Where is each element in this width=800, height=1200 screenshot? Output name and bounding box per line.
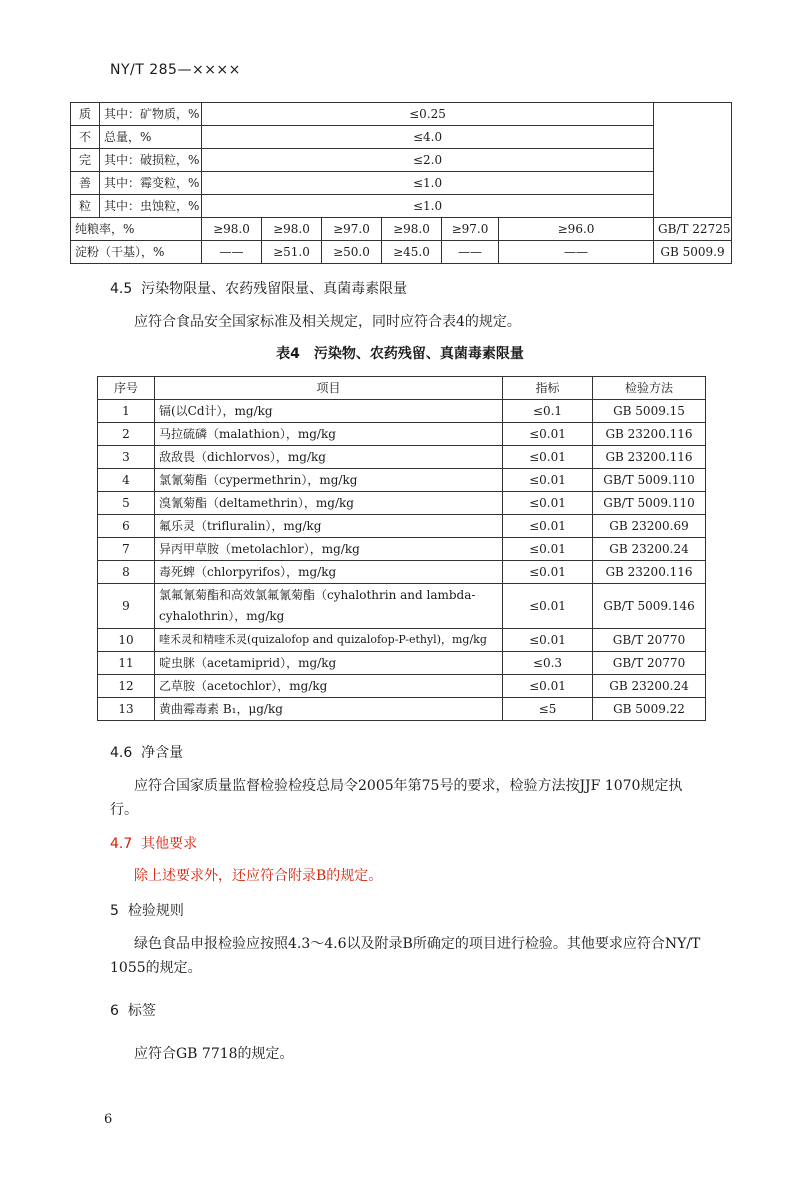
row-number: 4 [98,469,155,492]
table-row [98,584,706,629]
section-title: 检验规则 [127,903,184,919]
method-cell: GB 5009.22 [593,698,706,721]
row-number: 6 [98,515,155,538]
limit-cell: ≤0.01 [503,538,593,561]
item-cell: 纯粮率，% [71,218,202,241]
item-cell: 其中：虫蚀粒，% [100,195,202,218]
item-cell: 氯氟氰菊酯和高效氯氟氰菊酯（cyhalothrin and lambda-cyhalothrin），mg/kg [155,584,503,629]
method-cell: GB 23200.116 [593,561,706,584]
table-header-row [98,377,706,400]
limit-cell: ≤0.01 [503,446,593,469]
table-row [71,241,732,264]
table-row [98,492,706,515]
column-header: 序号 [98,377,155,400]
value-cell: ≤0.25 [202,103,654,126]
section-6-heading [110,1000,156,1020]
table-row [98,561,706,584]
value-cell: ≥98.0 [382,218,442,241]
limit-cell: ≤0.01 [503,492,593,515]
section-4-6-text: 应符合国家质量监督检验检疫总局令2005年第75号的要求，检验方法按JJF 1070规定执行。 [110,778,683,818]
table-row [98,423,706,446]
value-cell: ≥50.0 [322,241,382,264]
table-row [71,126,732,149]
limit-cell: ≤0.3 [503,652,593,675]
section-4-7-heading [110,833,197,853]
method-cell: GB 23200.24 [593,675,706,698]
limit-cell: ≤5 [503,698,593,721]
method-cell: GB 23200.24 [593,538,706,561]
table-row [71,218,732,241]
row-number: 5 [98,492,155,515]
item-cell: 其中：矿物质，% [100,103,202,126]
item-cell: 淀粉（干基），% [71,241,202,264]
row-number: 8 [98,561,155,584]
table-row [98,515,706,538]
section-number: 4.5 [110,281,133,297]
contaminant-limits-table [97,376,706,721]
quality-table [70,102,732,264]
value-cell: ≤2.0 [202,149,654,172]
row-number: 11 [98,652,155,675]
table-row [98,675,706,698]
method-cell: GB 5009.9 [654,241,732,264]
section-5-heading [110,900,184,920]
table-row [98,469,706,492]
limit-cell: ≤0.01 [503,629,593,652]
item-cell: 啶虫脒（acetamiprid），mg/kg [155,652,503,675]
section-number: 4.6 [110,745,133,761]
method-cell: GB/T 5009.110 [593,492,706,515]
value-cell: ≥98.0 [262,218,322,241]
method-cell: GB 23200.116 [593,423,706,446]
value-cell: ≥51.0 [262,241,322,264]
value-cell: ≤1.0 [202,195,654,218]
table-row [98,400,706,423]
section-number: 5 [110,903,119,919]
method-cell: GB/T 22725 [654,218,732,241]
item-cell: 氟乐灵（trifluralin），mg/kg [155,515,503,538]
section-title: 标签 [127,1003,156,1019]
table4-caption: 表4 污染物、农药残留、真菌毒素限量 [276,346,524,362]
table-row [71,103,732,126]
section-4-6-heading [110,742,183,762]
item-cell: 氯氰菊酯（cypermethrin），mg/kg [155,469,503,492]
group-char: 完 [71,149,100,172]
column-header: 检验方法 [593,377,706,400]
item-cell: 毒死蜱（chlorpyrifos），mg/kg [155,561,503,584]
row-number: 7 [98,538,155,561]
column-header: 指标 [503,377,593,400]
method-cell: GB 23200.116 [593,446,706,469]
item-cell: 其中：霉变粒，% [100,172,202,195]
limit-cell: ≤0.01 [503,561,593,584]
table-row [71,195,732,218]
table-row [98,698,706,721]
item-cell: 总量，% [100,126,202,149]
row-number: 1 [98,400,155,423]
section-4-7-text: 除上述要求外，还应符合附录B的规定。 [134,868,383,884]
section-4-5-text: 应符合食品安全国家标准及相关规定，同时应符合表4的规定。 [134,314,521,330]
method-cell: GB/T 5009.110 [593,469,706,492]
value-cell: ≤1.0 [202,172,654,195]
method-cell: GB/T 20770 [593,629,706,652]
value-cell: —— [202,241,262,264]
column-header: 项目 [155,377,503,400]
item-cell: 溴氰菊酯（deltamethrin），mg/kg [155,492,503,515]
group-char: 善 [71,172,100,195]
method-cell: GB/T 20770 [593,652,706,675]
method-cell: GB 23200.69 [593,515,706,538]
table-row [98,538,706,561]
group-char: 质 [71,103,100,126]
section-title: 污染物限量、农药残留限量、真菌毒素限量 [141,281,408,297]
item-cell: 马拉硫磷（malathion），mg/kg [155,423,503,446]
limit-cell: ≤0.01 [503,469,593,492]
row-number: 13 [98,698,155,721]
item-cell: 异丙甲草胺（metolachlor），mg/kg [155,538,503,561]
table-row [98,629,706,652]
value-cell: ≥97.0 [322,218,382,241]
section-4-5-heading [110,278,407,298]
table-row [98,446,706,469]
limit-cell: ≤0.1 [503,400,593,423]
group-char: 粒 [71,195,100,218]
table-row [71,149,732,172]
item-cell: 其中：破损粒，% [100,149,202,172]
section-5-text: 绿色食品申报检验应按照4.3～4.6以及附录B所确定的项目进行检验。其他要求应符合NY/T 1055的规定。 [110,936,701,976]
value-cell: ≥98.0 [202,218,262,241]
section-title: 净含量 [141,745,184,761]
page-number: 6 [104,1112,113,1127]
item-cell: 镉(以Cd计），mg/kg [155,400,503,423]
table-row [98,652,706,675]
section-title: 其他要求 [141,836,198,852]
limit-cell: ≤0.01 [503,515,593,538]
section-6-text: 应符合GB 7718的规定。 [134,1046,294,1062]
row-number: 2 [98,423,155,446]
value-cell: ≤4.0 [202,126,654,149]
method-cell: GB/T 5009.146 [593,584,706,629]
limit-cell: ≤0.01 [503,675,593,698]
method-cell-empty [654,103,732,218]
value-cell: ≥96.0 [499,218,654,241]
value-cell: ≥97.0 [442,218,499,241]
row-number: 3 [98,446,155,469]
row-number: 9 [98,584,155,629]
value-cell: ≥45.0 [382,241,442,264]
value-cell: —— [499,241,654,264]
section-number: 4.7 [110,836,133,852]
method-cell: GB 5009.15 [593,400,706,423]
table-row [71,172,732,195]
row-number: 12 [98,675,155,698]
value-cell: —— [442,241,499,264]
row-number: 10 [98,629,155,652]
item-cell: 喹禾灵和精喹禾灵(quizalofop and quizalofop-P-ethyl)，mg/kg [155,629,503,652]
section-number: 6 [110,1003,119,1019]
document-id-header: NY/T 285—×××× [110,62,241,78]
item-cell: 黄曲霉毒素 B₁，μg/kg [155,698,503,721]
limit-cell: ≤0.01 [503,423,593,446]
item-cell: 乙草胺（acetochlor），mg/kg [155,675,503,698]
item-cell: 敌敌畏（dichlorvos），mg/kg [155,446,503,469]
limit-cell: ≤0.01 [503,584,593,629]
group-char: 不 [71,126,100,149]
